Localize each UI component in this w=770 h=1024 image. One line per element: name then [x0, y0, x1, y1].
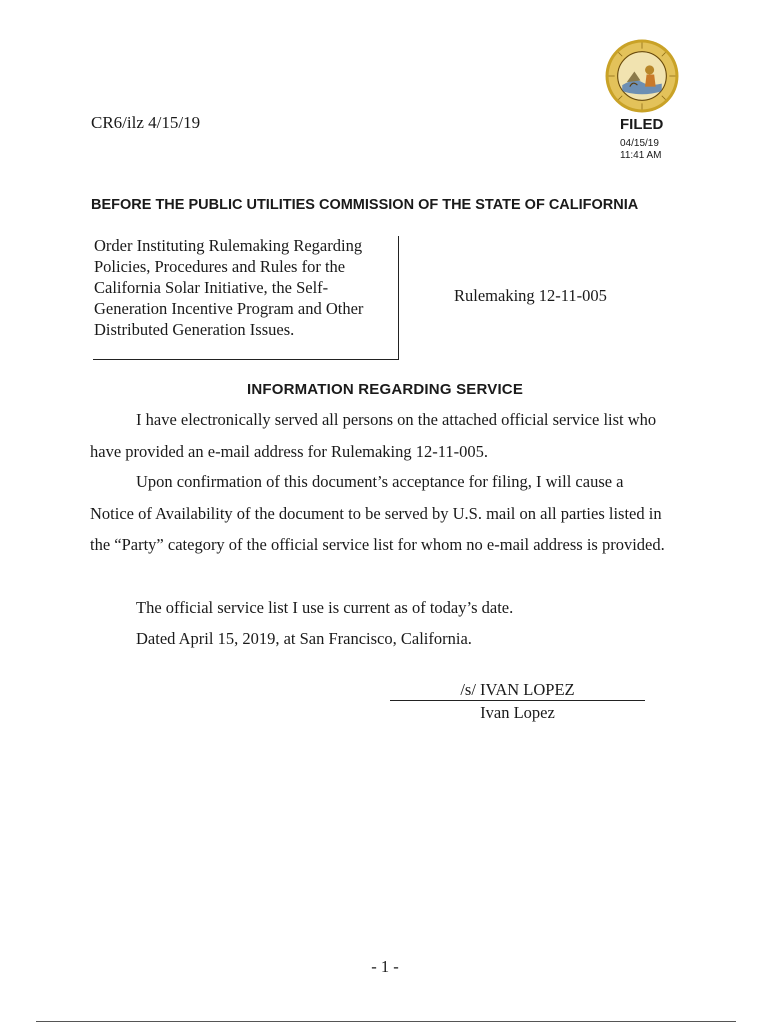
filed-stamp-time: 11:41 AM: [620, 150, 662, 161]
proceeding-number: Rulemaking 12-11-005: [454, 286, 607, 305]
filed-stamp-label: FILED: [620, 116, 664, 133]
body-paragraph: I have electronically served all persons on the attached official service list who have provided an e-mail address for Rulemaking 12-11-005.: [90, 410, 657, 461]
section-title: INFORMATION REGARDING SERVICE: [246, 381, 524, 398]
body-paragraph: Dated April 15, 2019, at San Francisco, California.: [136, 629, 472, 648]
signature-name: Ivan Lopez: [480, 703, 555, 722]
footer-divider: [36, 1021, 736, 1022]
signature-line: [390, 700, 645, 701]
body-paragraph: The official service list I use is current as of today’s date.: [136, 598, 514, 617]
document-header-code: CR6/ilz 4/15/19: [91, 113, 201, 132]
caption-title: Order Instituting Rulemaking Regarding Policies, Procedures and Rules for the California Solar Initiative, the Self-Generation Incentive Program and Other Distributed Generation Issues.: [94, 236, 364, 339]
court-heading: BEFORE THE PUBLIC UTILITIES COMMISSION OF THE STATE OF CALIFORNIA: [91, 197, 639, 213]
page-number: - 1 -: [371, 957, 399, 976]
signature-signed-as: /s/ IVAN LOPEZ: [460, 680, 575, 699]
california-puc-seal-icon: [604, 38, 680, 114]
body-paragraph: Upon confirmation of this document’s acceptance for filing, I will cause a Notice of Availability of the document to be served by U.S. mail on all parties listed in the “Party” category of the official service list for whom no e-mail address is provided.: [90, 472, 665, 554]
filed-stamp-date: 04/15/19: [620, 138, 659, 149]
